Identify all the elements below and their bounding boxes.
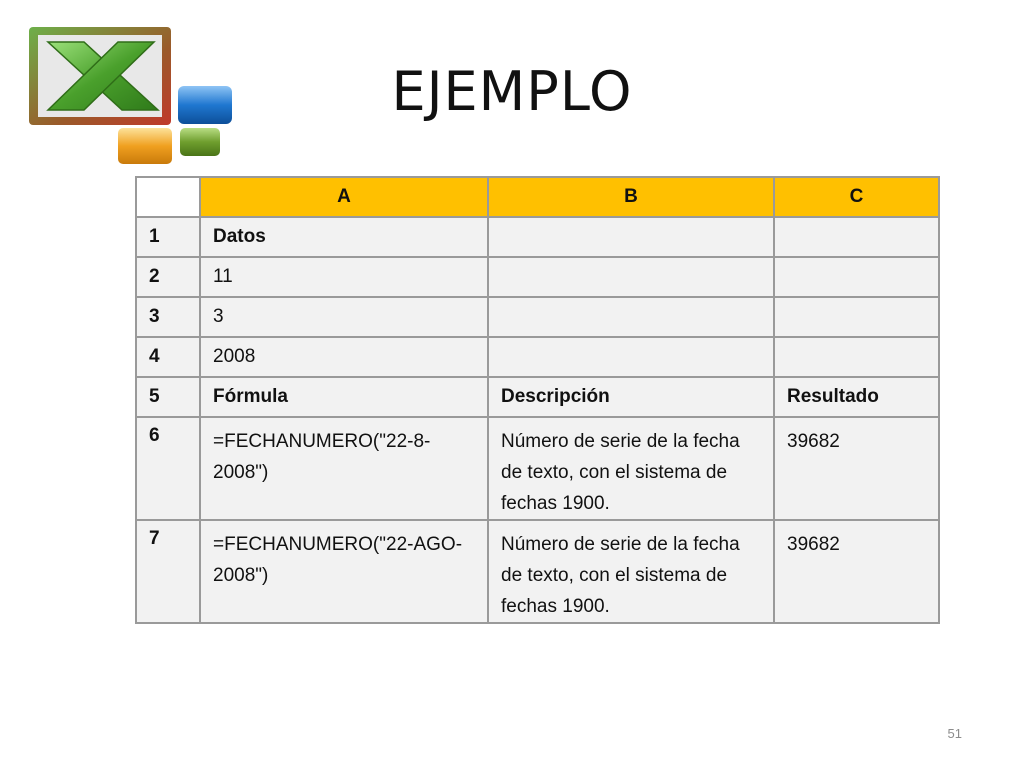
spreadsheet-table: [135, 176, 940, 624]
cell-b3[interactable]: [488, 297, 774, 337]
row-header-7[interactable]: 7: [136, 520, 200, 623]
cell-a4[interactable]: 2008: [200, 337, 488, 377]
cell-c3[interactable]: [774, 297, 939, 337]
cell-c4[interactable]: [774, 337, 939, 377]
table-row: [136, 337, 939, 377]
cell-b5[interactable]: Descripción: [488, 377, 774, 417]
table-row: [136, 297, 939, 337]
table-row: [136, 520, 939, 623]
cell-a1[interactable]: Datos: [200, 217, 488, 257]
cell-c5[interactable]: Resultado: [774, 377, 939, 417]
cell-c2[interactable]: [774, 257, 939, 297]
cell-b6[interactable]: Número de serie de la fecha de texto, con el sistema de fechas 1900.: [488, 417, 774, 520]
table-row: [136, 377, 939, 417]
row-header-3[interactable]: 3: [136, 297, 200, 337]
slide-title: EJEMPLO: [391, 60, 633, 123]
row-header-6[interactable]: 6: [136, 417, 200, 520]
cell-c6[interactable]: 39682: [774, 417, 939, 520]
column-header-c[interactable]: C: [774, 177, 939, 217]
row-header-4[interactable]: 4: [136, 337, 200, 377]
corner-cell: [136, 177, 200, 217]
cell-a6[interactable]: =FECHANUMERO("22-8-2008"): [200, 417, 488, 520]
page-number: 51: [947, 726, 962, 741]
table-row: [136, 417, 939, 520]
cell-b7[interactable]: Número de serie de la fecha de texto, con el sistema de fechas 1900.: [488, 520, 774, 623]
row-header-1[interactable]: 1: [136, 217, 200, 257]
column-header-a[interactable]: A: [200, 177, 488, 217]
cell-a5[interactable]: Fórmula: [200, 377, 488, 417]
cell-a7[interactable]: =FECHANUMERO("22-AGO-2008"): [200, 520, 488, 623]
table-row: [136, 257, 939, 297]
table-row: [136, 217, 939, 257]
cell-b2[interactable]: [488, 257, 774, 297]
row-header-5[interactable]: 5: [136, 377, 200, 417]
cell-c1[interactable]: [774, 217, 939, 257]
row-header-2[interactable]: 2: [136, 257, 200, 297]
column-header-b[interactable]: B: [488, 177, 774, 217]
cell-b1[interactable]: [488, 217, 774, 257]
cell-a2[interactable]: 11: [200, 257, 488, 297]
cell-b4[interactable]: [488, 337, 774, 377]
cell-c7[interactable]: 39682: [774, 520, 939, 623]
cell-a3[interactable]: 3: [200, 297, 488, 337]
